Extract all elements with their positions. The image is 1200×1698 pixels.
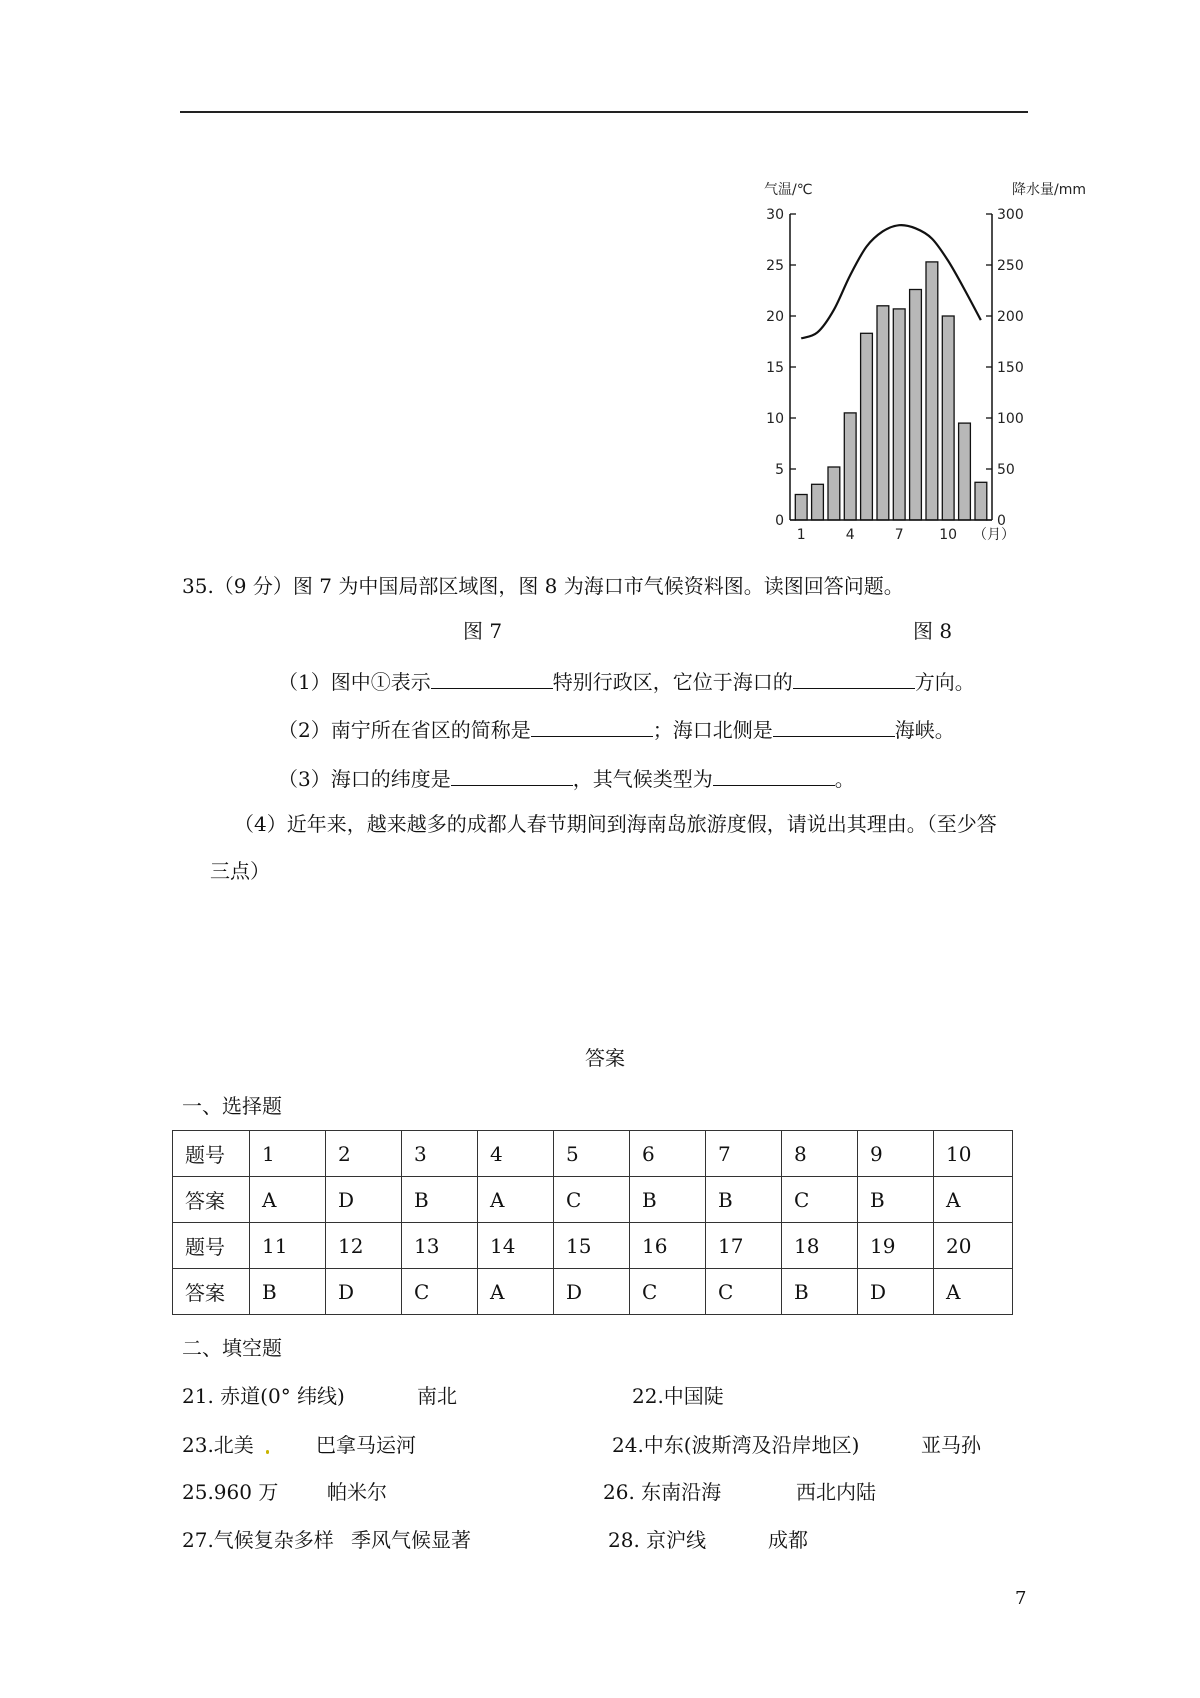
table-cell: 16	[630, 1223, 706, 1269]
precipitation-bar	[828, 467, 840, 520]
precipitation-bar	[926, 262, 938, 520]
precipitation-bar	[812, 484, 824, 520]
answer-24: 24.中东(波斯湾及沿岸地区)	[612, 1433, 860, 1457]
table-cell: 4	[478, 1131, 554, 1177]
table-cell: 17	[706, 1223, 782, 1269]
speck-mark	[266, 1450, 269, 1454]
table-cell: 8	[782, 1131, 858, 1177]
right-tick-label: 250	[997, 258, 1024, 274]
section-choice-heading: 一、选择题	[182, 1094, 282, 1118]
q3-text-b: ，其气候类型为	[572, 767, 713, 791]
table-cell: B	[402, 1177, 478, 1223]
answer-blank[interactable]	[773, 718, 895, 737]
precipitation-bar	[959, 423, 971, 520]
right-tick-label: 300	[997, 207, 1024, 223]
left-tick-label: 30	[766, 207, 784, 223]
row-header-cell: 题号	[173, 1223, 250, 1269]
x-unit-label: （月）	[973, 527, 1015, 543]
answer-28b: 成都	[768, 1528, 808, 1552]
table-cell: 15	[554, 1223, 630, 1269]
answers-title: 答案	[585, 1046, 625, 1070]
table-cell: B	[250, 1269, 326, 1315]
table-cell: 12	[326, 1223, 402, 1269]
sub-question-4: （4）近年来，越来越多的成都人春节期间到海南岛旅游度假，请说出其理由。（至少答	[234, 812, 997, 836]
sub-question-4-cont: 三点）	[210, 859, 270, 883]
left-tick-label: 10	[766, 411, 784, 427]
precipitation-bar	[877, 306, 889, 520]
left-tick-label: 25	[766, 258, 784, 274]
table-cell: 19	[858, 1223, 934, 1269]
table-cell: C	[402, 1269, 478, 1315]
table-cell: A	[934, 1177, 1013, 1223]
table-cell: 7	[706, 1131, 782, 1177]
table-cell: D	[554, 1269, 630, 1315]
x-tick-label: 10	[939, 527, 958, 543]
precipitation-bar	[942, 316, 954, 520]
table-cell: 13	[402, 1223, 478, 1269]
haikou-climate-chart	[760, 180, 1090, 565]
sub-question-2	[278, 718, 955, 740]
table-cell: 2	[326, 1131, 402, 1177]
page-number: 7	[1015, 1588, 1027, 1609]
answer-26b: 西北内陆	[796, 1480, 876, 1504]
right-tick-label: 50	[997, 462, 1015, 478]
table-cell: 20	[934, 1223, 1013, 1269]
q2-text-c: 海峡。	[894, 718, 955, 742]
table-cell: A	[478, 1269, 554, 1315]
q2-text-a: （2）南宁所在省区的简称是	[278, 718, 531, 742]
answer-24b: 亚马孙	[921, 1433, 981, 1457]
table-cell: B	[706, 1177, 782, 1223]
answer-blank[interactable]	[793, 670, 915, 689]
answer-blank[interactable]	[431, 670, 553, 689]
table-cell: B	[630, 1177, 706, 1223]
precipitation-bar	[910, 290, 922, 521]
answer-27b: 季风气候显著	[351, 1528, 471, 1552]
table-cell: C	[782, 1177, 858, 1223]
answer-27: 27.气候复杂多样	[182, 1528, 334, 1552]
precipitation-bar	[893, 309, 905, 520]
table-cell: 9	[858, 1131, 934, 1177]
precipitation-bar	[844, 413, 856, 520]
right-tick-label: 100	[997, 411, 1024, 427]
row-header-cell: 答案	[173, 1269, 250, 1315]
table-cell: C	[706, 1269, 782, 1315]
table-cell: 14	[478, 1223, 554, 1269]
table-cell: 3	[402, 1131, 478, 1177]
table-cell: A	[934, 1269, 1013, 1315]
precipitation-bar	[975, 482, 987, 520]
left-tick-label: 15	[766, 360, 784, 376]
answer-22: 22.中国陡	[632, 1384, 724, 1408]
sub-question-3	[278, 767, 855, 789]
table-cell: D	[326, 1269, 402, 1315]
sub-question-1	[278, 670, 975, 692]
question-stem: 35.（9 分）图 7 为中国局部区域图，图 8 为海口市气候资料图。读图回答问题。	[182, 574, 904, 598]
left-axis-title: 气温/℃	[764, 182, 813, 198]
q1-text-a: （1）图中①表示	[278, 670, 431, 694]
header-rule	[180, 111, 1028, 113]
answer-blank[interactable]	[451, 767, 573, 786]
table-cell: 1	[250, 1131, 326, 1177]
row-header-cell: 答案	[173, 1177, 250, 1223]
precipitation-bar	[795, 495, 807, 521]
answer-table	[172, 1130, 1013, 1315]
figure-8-caption: 图 8	[913, 619, 953, 643]
table-row	[173, 1177, 1013, 1223]
x-tick-label: 1	[796, 527, 806, 543]
table-row	[173, 1223, 1013, 1269]
x-tick-label: 4	[845, 527, 855, 543]
section-fill-heading: 二、填空题	[182, 1336, 282, 1360]
left-tick-label: 0	[775, 513, 784, 529]
answer-25: 25.960 万	[182, 1480, 279, 1504]
table-cell: A	[478, 1177, 554, 1223]
answer-21b: 南北	[417, 1384, 457, 1408]
table-cell: 11	[250, 1223, 326, 1269]
right-tick-label: 200	[997, 309, 1024, 325]
table-cell: D	[326, 1177, 402, 1223]
answer-21: 21. 赤道(0° 纬线)	[182, 1384, 345, 1408]
answer-25b: 帕米尔	[327, 1480, 387, 1504]
table-cell: A	[250, 1177, 326, 1223]
table-cell: B	[782, 1269, 858, 1315]
answer-blank[interactable]	[713, 767, 835, 786]
left-tick-label: 5	[775, 462, 784, 478]
x-tick-label: 7	[894, 527, 904, 543]
table-row	[173, 1131, 1013, 1177]
answer-28: 28. 京沪线	[608, 1528, 707, 1552]
q3-text-a: （3）海口的纬度是	[278, 767, 451, 791]
right-axis-title: 降水量/mm	[1012, 182, 1086, 198]
table-cell: 5	[554, 1131, 630, 1177]
table-row	[173, 1269, 1013, 1315]
answer-23b: 巴拿马运河	[316, 1433, 416, 1457]
q1-text-b: 特别行政区，它位于海口的	[552, 670, 793, 694]
table-cell: D	[858, 1269, 934, 1315]
table-cell: C	[630, 1269, 706, 1315]
table-cell: 18	[782, 1223, 858, 1269]
figure-7-caption: 图 7	[463, 619, 503, 643]
q3-text-c: 。	[834, 767, 855, 791]
table-cell: 10	[934, 1131, 1013, 1177]
answer-blank[interactable]	[531, 718, 653, 737]
table-cell: 6	[630, 1131, 706, 1177]
left-tick-label: 20	[766, 309, 784, 325]
right-tick-label: 0	[997, 513, 1006, 529]
q1-text-c: 方向。	[914, 670, 975, 694]
answer-23: 23.北美	[182, 1433, 254, 1457]
q2-text-b: ；海口北侧是	[652, 718, 773, 742]
table-cell: B	[858, 1177, 934, 1223]
answer-26: 26. 东南沿海	[603, 1480, 722, 1504]
row-header-cell: 题号	[173, 1131, 250, 1177]
table-cell: C	[554, 1177, 630, 1223]
precipitation-bar	[861, 333, 873, 520]
right-tick-label: 150	[997, 360, 1024, 376]
